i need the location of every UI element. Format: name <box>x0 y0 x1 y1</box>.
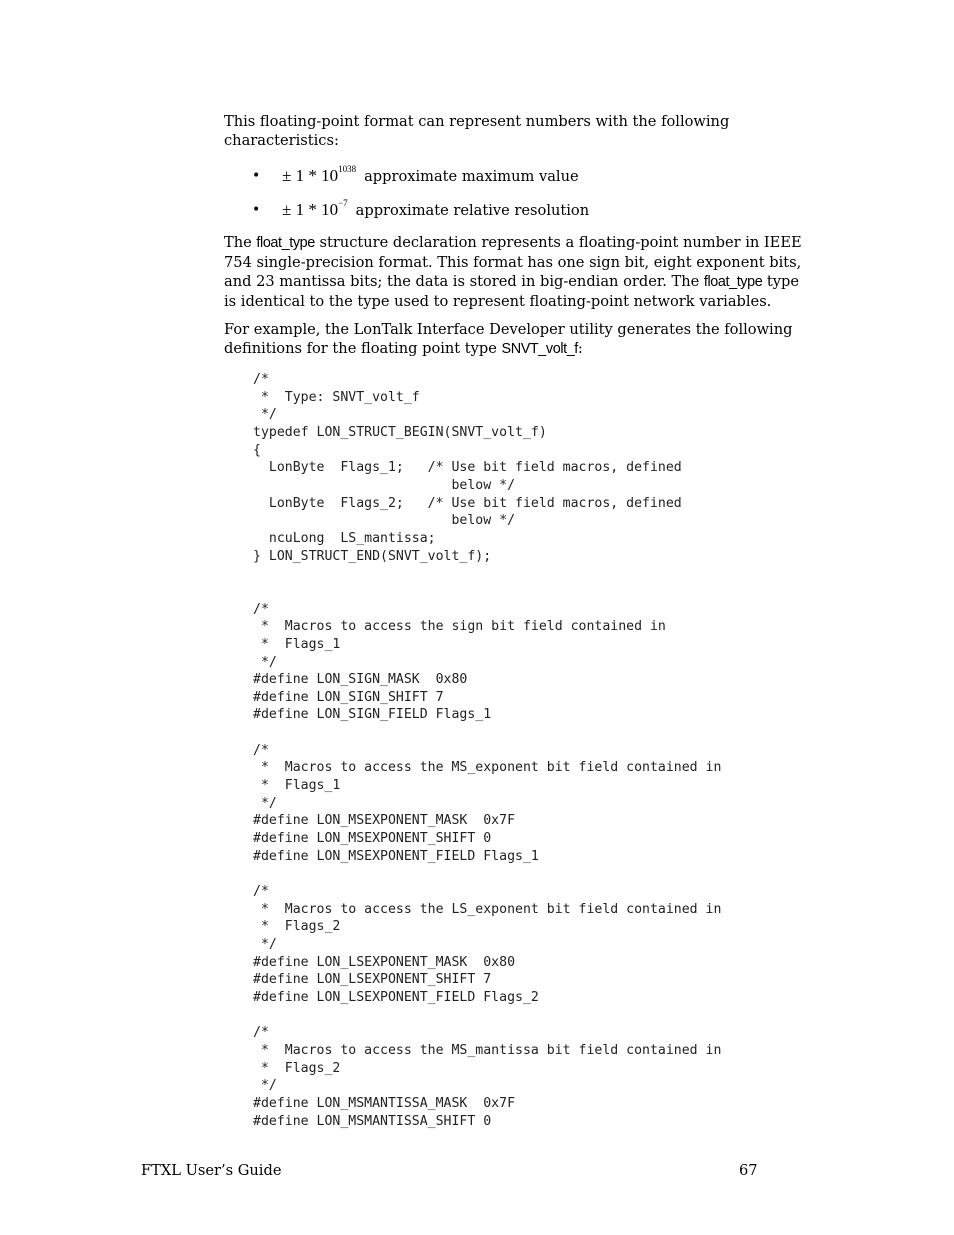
text-run: type is identical to the type used to represent floating-point network variables. <box>224 273 800 310</box>
resolution-formula <box>282 200 348 220</box>
max-value-formula <box>282 166 356 186</box>
float-type-keyword: float_type <box>703 274 763 290</box>
bullet-icon: • <box>252 168 261 184</box>
text-run: For example, the LonTalk Interface Developer utility generates the following definitions for the floating point type <box>224 321 793 357</box>
list-item-resolution <box>224 193 809 227</box>
page-content <box>224 112 809 1130</box>
formula-exponent: 1038 <box>338 164 357 174</box>
float-type-paragraph <box>224 233 809 311</box>
formula-base: ± 1 * 10 <box>282 200 339 219</box>
code-listing: /* * Type: SNVT_volt_f */ typedef LON_STRUCT_BEGIN(SNVT_volt_f) { LonByte Flags_1; /* Use bit field macros, defined below */ LonByte Flags_2; /* Use bit field macros, defined below */ ncuLong LS_mantissa; } LON_STRUCT_END(SNVT_volt_f); /* * Macros to access the sign bit field contained in * Flags_1 */ #define LON_SIGN_MASK 0x80 #define LON_SIGN_SHIFT 7 #define LON_SIGN_FIELD Flags_1 /* * Macros to access the MS_exponent bit field contained in * Flags_1 */ #define LON_MSEXPONENT_MASK 0x7F #define LON_MSEXPONENT_SHIFT 0 #define LON_MSEXPONENT_FIELD Flags_1 /* * Macros to access the LS_exponent bit field contained in * Flags_2 */ #define LON_LSEXPONENT_MASK 0x80 #define LON_LSEXPONENT_SHIFT 7 #define LON_LSEXPONENT_FIELD Flags_2 /* * Macros to access the MS_mantissa bit field contained in * Flags_2 */ #define LON_MSMANTISSA_MASK 0x7F #define LON_MSMANTISSA_SHIFT 0 <box>253 372 722 1129</box>
formula-exponent: −7 <box>338 198 348 208</box>
max-value-text: approximate maximum value <box>364 167 579 185</box>
snvt-volt-f-keyword: SNVT_volt_f <box>501 341 578 357</box>
text-run: The <box>224 234 257 251</box>
text-run: structure declaration represents a floating-point number in IEEE 754 single-precision format. This format has one sign bit, eight exponent bits, and 23 mantissa bits; the data is stored in big-endian order. The <box>224 234 802 290</box>
intro-paragraph: This floating-point format can represent numbers with the following characteristics: <box>224 113 730 149</box>
formula-base: ± 1 * 10 <box>282 166 339 185</box>
text-run: : <box>577 340 583 357</box>
characteristics-list <box>224 159 809 227</box>
page-number: 67 <box>739 1162 758 1179</box>
resolution-text: approximate relative resolution <box>355 201 590 219</box>
list-item-max-value <box>224 159 809 193</box>
example-paragraph <box>224 320 809 359</box>
bullet-icon: • <box>252 202 261 218</box>
footer-title: FTXL User’s Guide <box>141 1162 282 1179</box>
float-type-keyword: float_type <box>256 235 315 251</box>
